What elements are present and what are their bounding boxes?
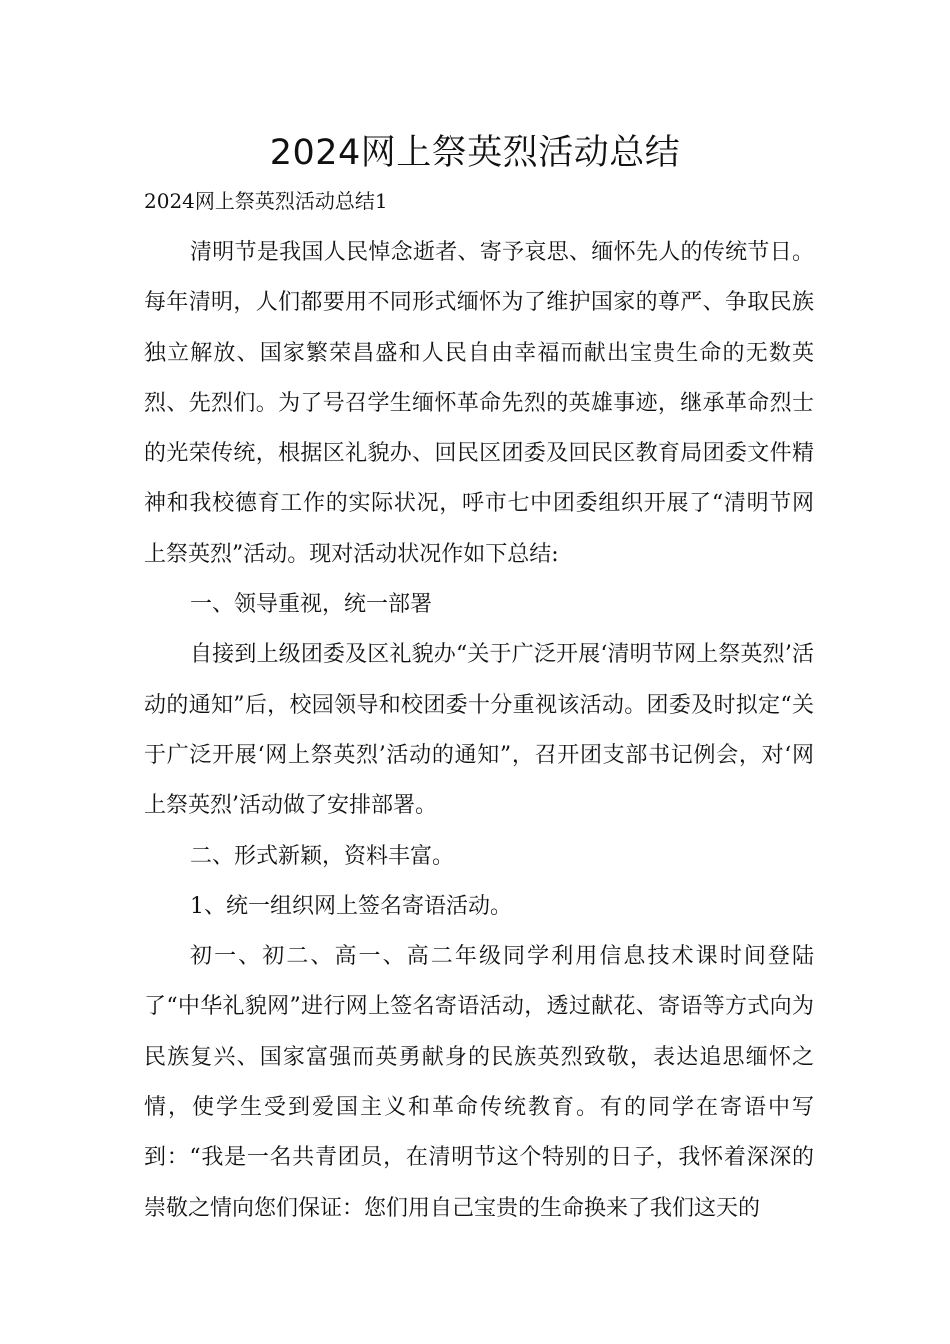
subsection-heading-1: 1、统一组织网上签名寄语活动。: [190, 893, 512, 919]
paragraph-section-1: 自接到上级团委及区礼貌办“关于广泛开展‘清明节网上祭英烈’活动的通知”后，校园领导和校团委十分重视该活动。团委及时拟定“关于广泛开展‘网上祭英烈’活动的通知”，召开团支部书记例会，对‘网上祭英烈’活动做了安排部署。: [144, 642, 814, 819]
paragraph-section-2: 初一、初二、高一、高二年级同学利用信息技术课时间登陆了“中华礼貌网”进行网上签名寄语活动，透过献花、寄语等方式向为民族复兴、国家富强而英勇献身的民族英烈致敬，表达追思缅怀之情，使学生受到爱国主义和革命传统教育。有的同学在寄语中写到：“我是一名共青团员，在清明节这个特别的日子，我怀着深深的崇敬之情向您们保证：您们用自己宝贵的生命换来了我们这天的: [144, 944, 814, 1221]
document-subtitle: 2024网上祭英烈活动总结1: [144, 189, 388, 213]
document-title: 2024网上祭英烈活动总结: [269, 133, 681, 173]
document-body: [144, 228, 814, 1234]
section-heading-1: 一、领导重视，统一部署: [190, 592, 433, 618]
section-heading-2: 二、形式新颖，资料丰富。: [190, 843, 455, 869]
paragraph-intro: 清明节是我国人民悼念逝者、寄予哀思、缅怀先人的传统节日。每年清明，人们都要用不同形式缅怀为了维护国家的尊严、争取民族独立解放、国家繁荣昌盛和人民自由幸福而献出宝贵生命的无数英烈、先烈们。为了号召学生缅怀革命先烈的英雄事迹，继承革命烈士的光荣传统，根据区礼貌办、回民区团委及回民区教育局团委文件精神和我校德育工作的实际状况，呼市七中团委组织开展了“清明节网上祭英烈”活动。现对活动状况作如下总结:: [144, 240, 814, 567]
